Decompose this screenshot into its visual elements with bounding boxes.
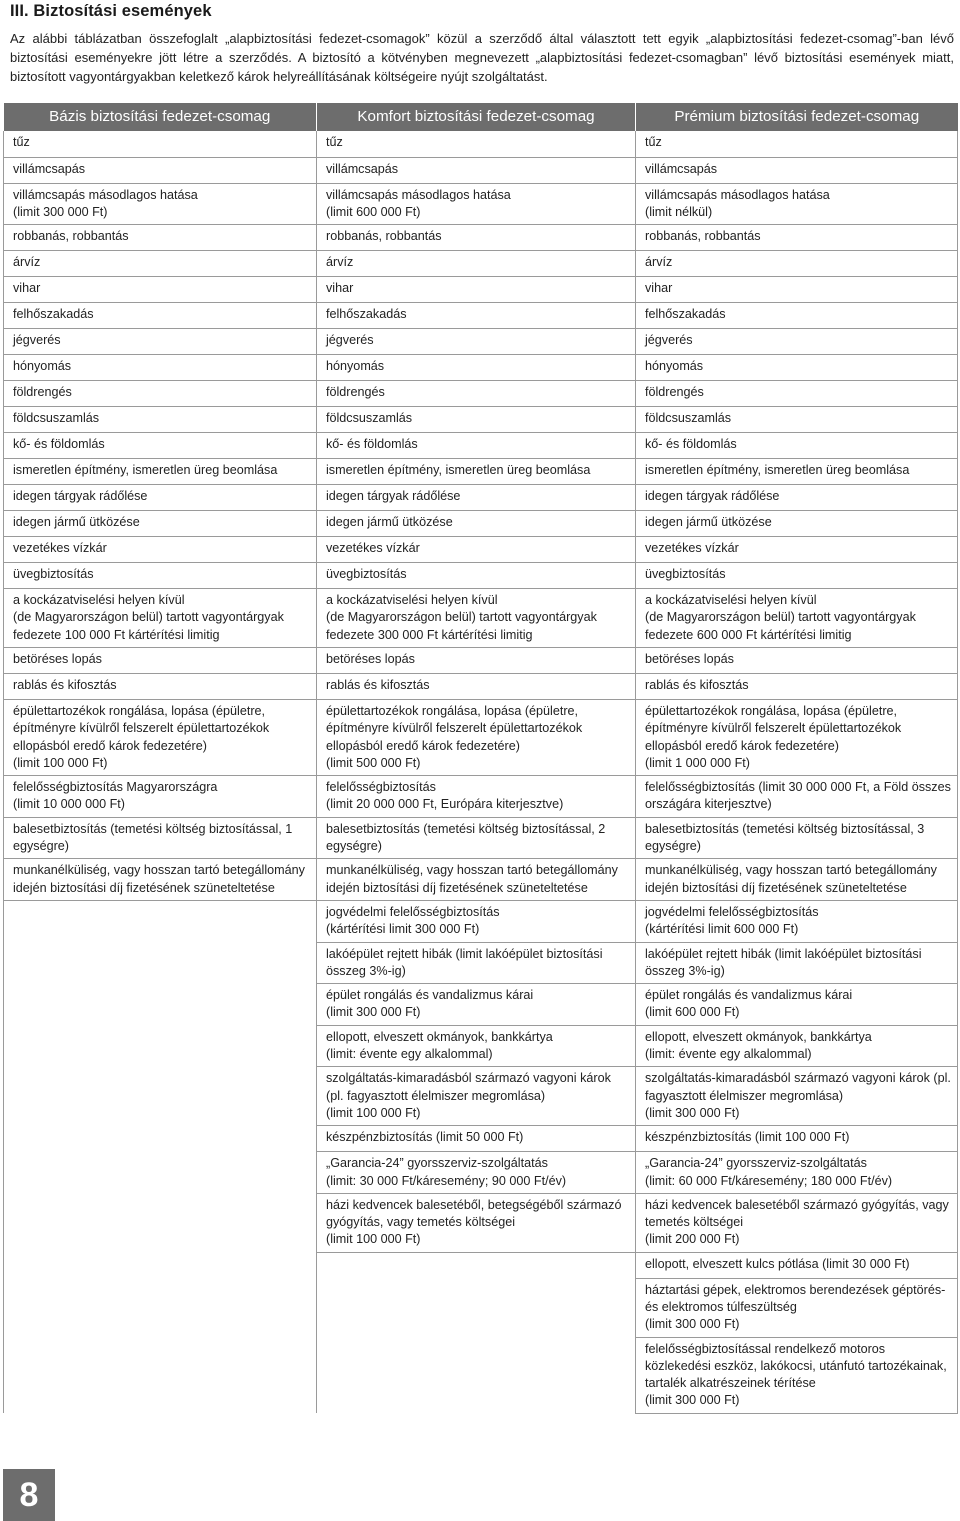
cell-premium: vezetékes vízkár [636,537,958,563]
cell-premium: rablás és kifosztás [636,673,958,699]
cell-bazis: kő- és földomlás [4,433,317,459]
cell-bazis: vezetékes vízkár [4,537,317,563]
cell-komfort: jogvédelmi felelősségbiztosítás (kártérítési limit 300 000 Ft) [317,900,636,942]
cell-premium: háztartási gépek, elektromos berendezések géptörés- és elektromos túlfeszültség (limit 300 000 Ft) [636,1278,958,1337]
cell-premium: tűz [636,131,958,157]
cell-premium: idegen jármű ütközése [636,511,958,537]
cell-premium: jégverés [636,329,958,355]
cell-bazis [4,984,317,1026]
table-row [4,251,958,277]
table-row [4,859,958,901]
table-row [4,433,958,459]
table-row [4,817,958,859]
cell-komfort: rablás és kifosztás [317,673,636,699]
cell-premium: ismeretlen építmény, ismeretlen üreg beomlása [636,459,958,485]
cell-bazis [4,900,317,942]
table-row [4,329,958,355]
table-row [4,303,958,329]
page-number: 8 [3,1469,55,1521]
cell-komfort: jégverés [317,329,636,355]
cell-premium: üvegbiztosítás [636,563,958,589]
table-row [4,673,958,699]
cell-komfort: betöréses lopás [317,647,636,673]
cell-premium: munkanélküliség, vagy hosszan tartó betegállomány idején biztosítási díj fizetésének szüneteltetése [636,859,958,901]
cell-bazis: felhőszakadás [4,303,317,329]
cell-komfort: házi kedvencek balesetéből, betegségéből származó gyógyítás, vagy temetés költségei (limit 100 000 Ft) [317,1193,636,1252]
cell-premium: felelősségbiztosítással rendelkező motoros közlekedési eszköz, lakókocsi, utánfutó tartozékainak, tartalék alkatrészeinek térítése (limit 300 000 Ft) [636,1337,958,1413]
table-row [4,1193,958,1252]
table-row [4,1126,958,1152]
cell-bazis: tűz [4,131,317,157]
table-row [4,407,958,433]
table-row [4,485,958,511]
cell-premium: épülettartozékok rongálása, lopása (épületre, építményre kívülről felszerelt épülettartozékok ellopásból eredő károk fedezetére) (limit 1 000 000 Ft) [636,699,958,775]
cell-premium: balesetbiztosítás (temetési költség biztosítással, 3 egységre) [636,817,958,859]
cell-komfort: balesetbiztosítás (temetési költség biztosítással, 2 egységre) [317,817,636,859]
cell-premium: árvíz [636,251,958,277]
table-row [4,511,958,537]
cell-bazis: hónyomás [4,355,317,381]
cell-bazis [4,1152,317,1194]
header-bazis: Bázis biztosítási fedezet-csomag [4,103,317,131]
cell-premium: házi kedvencek balesetéből származó gyógyítás, vagy temetés költségei (limit 200 000 Ft) [636,1193,958,1252]
cell-komfort: felhőszakadás [317,303,636,329]
table-row [4,647,958,673]
table-row [4,1067,958,1126]
cell-komfort: ismeretlen építmény, ismeretlen üreg beomlása [317,459,636,485]
cell-komfort [317,1337,636,1413]
section-title: III. Biztosítási események [10,2,212,20]
cell-bazis [4,1025,317,1067]
header-premium: Prémium biztosítási fedezet-csomag [636,103,958,131]
cell-premium: betöréses lopás [636,647,958,673]
cell-komfort: a kockázatviselési helyen kívül (de Magyarországon belül) tartott vagyontárgyak fedezete 300 000 Ft kártérítési limitig [317,589,636,648]
cell-bazis: földcsuszamlás [4,407,317,433]
section-intro: Az alábbi táblázatban összefoglalt „alapbiztosítási fedezet-csomagok” közül a szerződő által választott tett egyik „alapbiztosítási fedezet-csomag”-ban lévő biztosítási eseményekre jött létre a szerződés. A biztosító a kötvényben megnevezett „alapbiztosítási fedezet-csomagban” lévő biztosítási események miatt, biztosított vagyontárgyakban keletkező károk helyreállításának költségeire nyújt szolgáltatást. [10,31,954,84]
table-row [4,277,958,303]
table-row [4,1025,958,1067]
table-row [4,225,958,251]
cell-bazis: jégverés [4,329,317,355]
table-row [4,699,958,775]
cell-komfort: üvegbiztosítás [317,563,636,589]
cell-bazis: robbanás, robbantás [4,225,317,251]
cell-premium: földrengés [636,381,958,407]
cell-bazis: villámcsapás másodlagos hatása (limit 300 000 Ft) [4,183,317,225]
header-komfort: Komfort biztosítási fedezet-csomag [317,103,636,131]
table-row [4,776,958,818]
cell-komfort: „Garancia-24” gyorsszerviz-szolgáltatás (limit: 30 000 Ft/káresemény; 90 000 Ft/év) [317,1152,636,1194]
cell-bazis: ismeretlen építmény, ismeretlen üreg beomlása [4,459,317,485]
cell-premium: készpénzbiztosítás (limit 100 000 Ft) [636,1126,958,1152]
cell-bazis: üvegbiztosítás [4,563,317,589]
table-row [4,183,958,225]
cell-premium: felhőszakadás [636,303,958,329]
cell-premium: „Garancia-24” gyorsszerviz-szolgáltatás (limit: 60 000 Ft/káresemény; 180 000 Ft/év) [636,1152,958,1194]
cell-komfort: villámcsapás másodlagos hatása (limit 600 000 Ft) [317,183,636,225]
cell-premium: földcsuszamlás [636,407,958,433]
cell-komfort: vihar [317,277,636,303]
cell-bazis: felelősségbiztosítás Magyarországra (limit 10 000 000 Ft) [4,776,317,818]
cell-bazis [4,1278,317,1337]
cell-komfort: villámcsapás [317,157,636,183]
cell-bazis: rablás és kifosztás [4,673,317,699]
cell-komfort: hónyomás [317,355,636,381]
table-row [4,381,958,407]
table-row [4,1152,958,1194]
table-row [4,942,958,984]
table-row [4,563,958,589]
cell-komfort [317,1278,636,1337]
cell-komfort: kő- és földomlás [317,433,636,459]
cell-premium: vihar [636,277,958,303]
table-row [4,900,958,942]
cell-bazis [4,1252,317,1278]
cell-premium: ellopott, elveszett kulcs pótlása (limit 30 000 Ft) [636,1252,958,1278]
cell-bazis: balesetbiztosítás (temetési költség biztosítással, 1 egységre) [4,817,317,859]
cell-premium: jogvédelmi felelősségbiztosítás (kártérítési limit 600 000 Ft) [636,900,958,942]
cell-bazis: villámcsapás [4,157,317,183]
cell-komfort: tűz [317,131,636,157]
cell-komfort: vezetékes vízkár [317,537,636,563]
table-row [4,157,958,183]
table-body [4,131,958,1413]
coverage-table [3,103,958,1414]
cell-bazis: betöréses lopás [4,647,317,673]
cell-komfort: idegen jármű ütközése [317,511,636,537]
cell-komfort [317,1252,636,1278]
table-row [4,589,958,648]
cell-premium: felelősségbiztosítás (limit 30 000 000 Ft, a Föld összes országára kiterjesztve) [636,776,958,818]
cell-premium: lakóépület rejtett hibák (limit lakóépület biztosítási összeg 3%-ig) [636,942,958,984]
cell-komfort: földrengés [317,381,636,407]
cell-komfort: épülettartozékok rongálása, lopása (épületre, építményre kívülről felszerelt épülettartozékok ellopásból eredő károk fedezetére) (limit 500 000 Ft) [317,699,636,775]
cell-premium: kő- és földomlás [636,433,958,459]
cell-premium: villámcsapás [636,157,958,183]
table-row [4,355,958,381]
cell-premium: villámcsapás másodlagos hatása (limit nélkül) [636,183,958,225]
table-row [4,1337,958,1413]
cell-premium: szolgáltatás-kimaradásból származó vagyoni károk (pl. fagyasztott élelmiszer megromlása) (limit 300 000 Ft) [636,1067,958,1126]
cell-bazis [4,1337,317,1413]
cell-bazis [4,1193,317,1252]
cell-bazis [4,1126,317,1152]
cell-bazis [4,1067,317,1126]
table-row [4,131,958,157]
table-row [4,459,958,485]
table-row [4,984,958,1026]
cell-bazis: idegen jármű ütközése [4,511,317,537]
cell-premium: épület rongálás és vandalizmus kárai (limit 600 000 Ft) [636,984,958,1026]
cell-bazis: idegen tárgyak rádőlése [4,485,317,511]
cell-komfort: lakóépület rejtett hibák (limit lakóépület biztosítási összeg 3%-ig) [317,942,636,984]
cell-bazis: földrengés [4,381,317,407]
cell-komfort: szolgáltatás-kimaradásból származó vagyoni károk (pl. fagyasztott élelmiszer megromlása) (limit 100 000 Ft) [317,1067,636,1126]
cell-komfort: robbanás, robbantás [317,225,636,251]
cell-komfort: ellopott, elveszett okmányok, bankkártya (limit: évente egy alkalommal) [317,1025,636,1067]
cell-komfort: földcsuszamlás [317,407,636,433]
cell-premium: ellopott, elveszett okmányok, bankkártya (limit: évente egy alkalommal) [636,1025,958,1067]
table-header-row [4,103,958,131]
cell-komfort: felelősségbiztosítás (limit 20 000 000 Ft, Európára kiterjesztve) [317,776,636,818]
cell-premium: a kockázatviselési helyen kívül (de Magyarországon belül) tartott vagyontárgyak fedezete 600 000 Ft kártérítési limitig [636,589,958,648]
table-row [4,1278,958,1337]
cell-bazis: árvíz [4,251,317,277]
cell-komfort: munkanélküliség, vagy hosszan tartó betegállomány idején biztosítási díj fizetésének szüneteltetése [317,859,636,901]
table-row [4,1252,958,1278]
cell-premium: hónyomás [636,355,958,381]
cell-premium: idegen tárgyak rádőlése [636,485,958,511]
cell-bazis: vihar [4,277,317,303]
cell-komfort: épület rongálás és vandalizmus kárai (limit 300 000 Ft) [317,984,636,1026]
cell-bazis: épülettartozékok rongálása, lopása (épületre, építményre kívülről felszerelt épülettartozékok ellopásból eredő károk fedezetére) (limit 100 000 Ft) [4,699,317,775]
cell-bazis: a kockázatviselési helyen kívül (de Magyarországon belül) tartott vagyontárgyak fedezete 100 000 Ft kártérítési limitig [4,589,317,648]
table-row [4,537,958,563]
cell-komfort: idegen tárgyak rádőlése [317,485,636,511]
cell-premium: robbanás, robbantás [636,225,958,251]
cell-komfort: készpénzbiztosítás (limit 50 000 Ft) [317,1126,636,1152]
cell-bazis [4,942,317,984]
cell-bazis: munkanélküliség, vagy hosszan tartó betegállomány idején biztosítási díj fizetésének szüneteltetése [4,859,317,901]
cell-komfort: árvíz [317,251,636,277]
